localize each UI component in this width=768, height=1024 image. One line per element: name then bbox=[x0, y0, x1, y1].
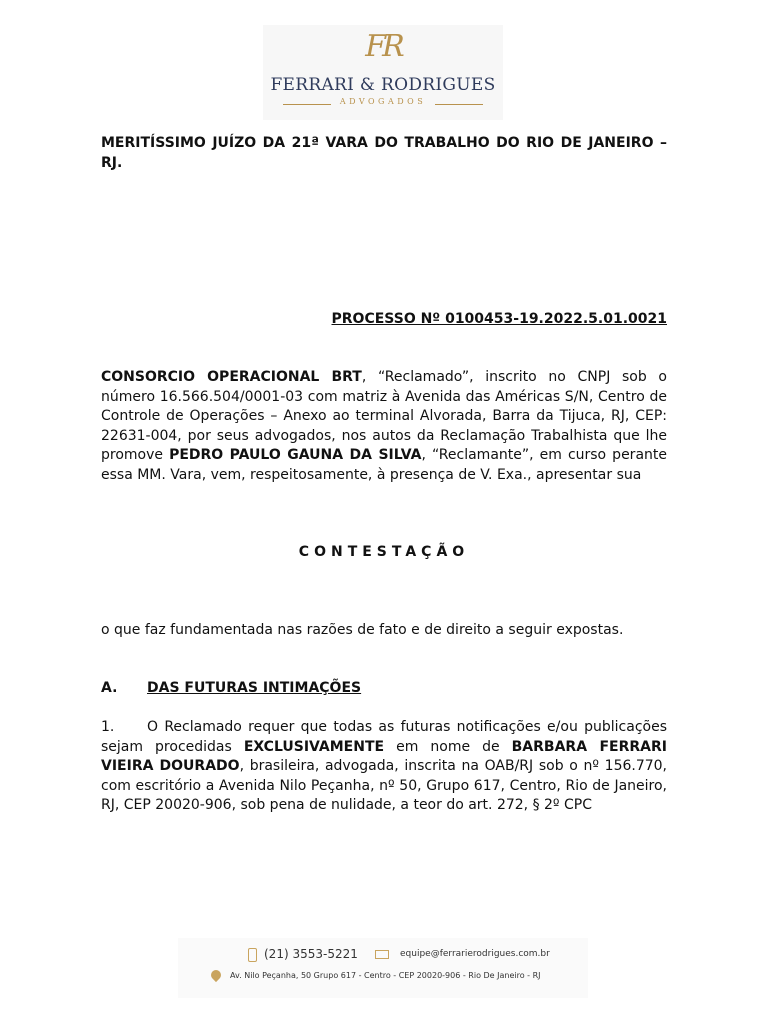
defendant-name: CONSORCIO OPERACIONAL BRT bbox=[101, 369, 362, 385]
footer-email: equipe@ferrarierodrigues.com.br bbox=[400, 949, 550, 959]
paragraph-1-text-3: , brasileira, advogada, inscrita na OAB/RJ sob o nº 156.770, com escritório a Avenida Nilo Peçanha, nº 50, Grupo 617, Centro, Rio de Janeiro, RJ, CEP 20020-906, sob pena de nulidade, a teor do art. 272, § 2º CPC bbox=[101, 758, 668, 813]
process-number: PROCESSO Nº 0100453-19.2022.5.01.0021 bbox=[331, 311, 667, 327]
footer-phone: (21) 3553-5221 bbox=[264, 947, 358, 961]
logo-rule-right bbox=[435, 104, 483, 105]
logo-subtitle: ADVOGADOS bbox=[339, 97, 427, 106]
paragraph-1 bbox=[101, 718, 667, 816]
paragraph-1-text-2: em nome de bbox=[384, 738, 512, 755]
letterhead-footer bbox=[178, 938, 588, 998]
claimant-name: PEDRO PAULO GAUNA DA SILVA bbox=[169, 447, 422, 463]
basis-text: o que faz fundamentada nas razões de fato e de direito a seguir expostas. bbox=[101, 622, 624, 638]
section-a-heading bbox=[101, 679, 667, 699]
intro-text-2: , “Reclamante”, em curso perante essa MM. Vara, vem, respeitosamente, à presença de V. Exa., apresentar sua bbox=[101, 447, 667, 483]
paragraph-1-text-1: O Reclamado requer que todas as futuras notificações e/ou publicações sejam procedidas bbox=[101, 719, 667, 755]
intro-paragraph bbox=[101, 368, 667, 485]
location-pin-icon bbox=[209, 968, 223, 982]
paragraph-1-emphasis: EXCLUSIVAMENTE bbox=[243, 738, 385, 755]
intro-text-1: , “Reclamado”, inscrito no CNPJ sob o número 16.566.504/0001-03 com matriz à Avenida das Américas S/N, Centro de Controle de Operações – Anexo ao terminal Alvorada, Barra da Tijuca, RJ, CEP: 22631-004, por seus advogados, nos autos da Reclamação Trabalhista que lhe promove bbox=[101, 369, 667, 463]
phone-icon bbox=[248, 948, 257, 962]
section-a-letter: A. bbox=[101, 680, 118, 696]
logo-monogram: FR bbox=[365, 29, 401, 64]
document-type-title: CONTESTAÇÃO bbox=[298, 544, 470, 560]
lawyer-name: BARBARA FERRARI VIEIRA DOURADO bbox=[101, 738, 667, 774]
envelope-icon bbox=[375, 950, 389, 959]
logo-firm-name: FERRARI & RODRIGUES bbox=[270, 75, 496, 95]
paragraph-1-number: 1. bbox=[101, 719, 115, 735]
footer-address: Av. Nilo Peçanha, 50 Grupo 617 - Centro - CEP 20020-906 - Rio De Janeiro - RJ bbox=[230, 971, 541, 980]
section-a-title: DAS FUTURAS INTIMAÇÕES bbox=[147, 680, 362, 696]
court-heading: MERITÍSSIMO JUÍZO DA 21ª VARA DO TRABALHO DO RIO DE JANEIRO – RJ. bbox=[101, 135, 667, 171]
firm-logo bbox=[263, 25, 503, 120]
